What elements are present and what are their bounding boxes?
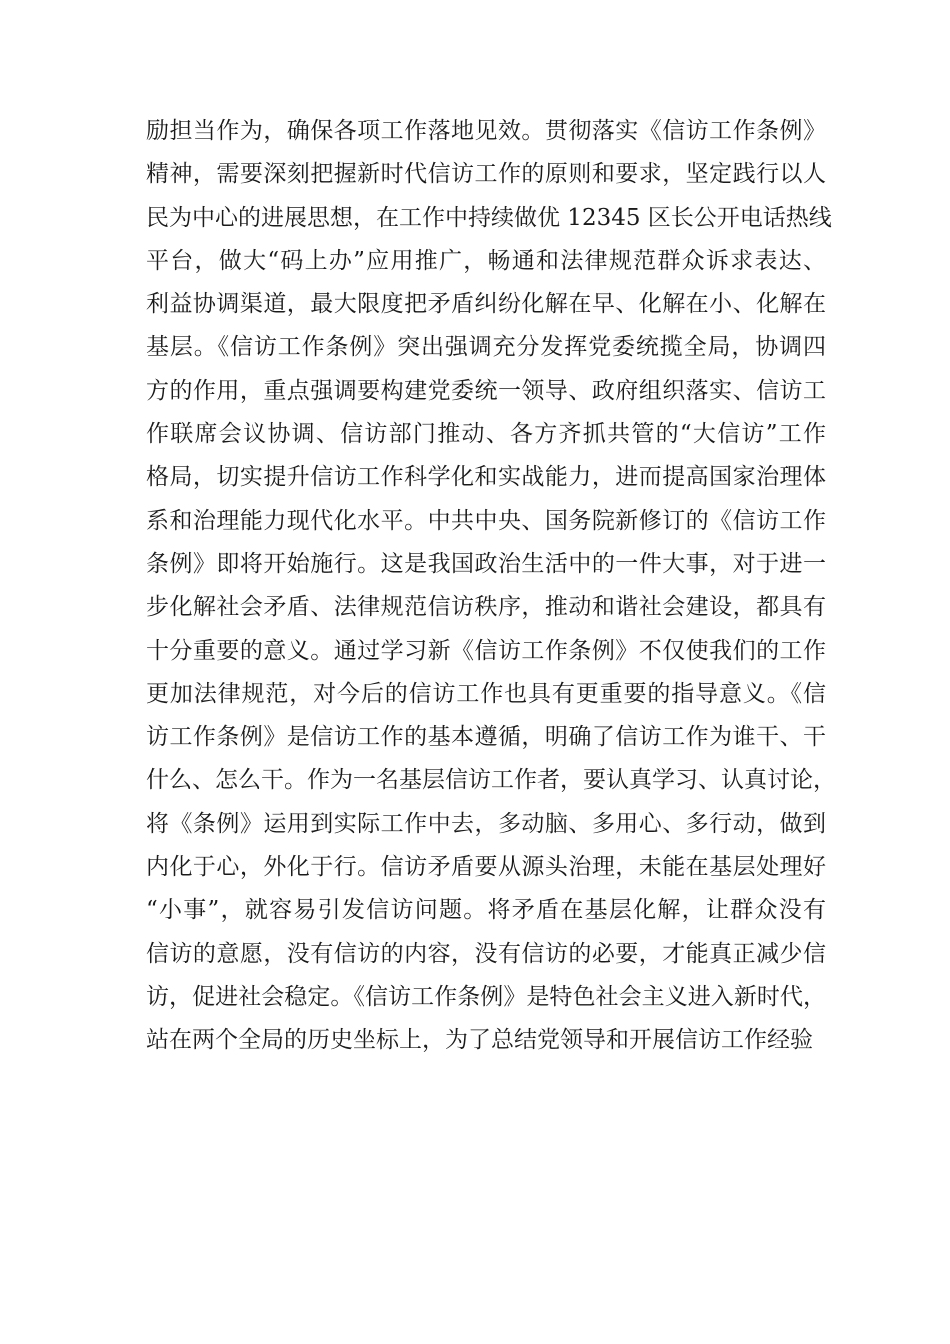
text-line: 将《条例》运用到实际工作中去，多动脑、多用心、多行动，做到 <box>146 810 826 837</box>
text-line: 民为中心的进展思想，在工作中持续做优 12345 区长公开电话热线 <box>146 204 832 231</box>
text-line: 十分重要的意义。通过学习新《信访工作条例》不仅使我们的工作 <box>146 637 826 664</box>
text-line: 信访的意愿，没有信访的内容，没有信访的必要，才能真正减少信 <box>146 940 826 967</box>
text-line: 内化于心，外化于行。信访矛盾要从源头治理，未能在基层处理好 <box>146 854 826 881</box>
body-text <box>146 110 836 1063</box>
text-line: 条例》即将开始施行。这是我国政治生活中的一件大事，对于进一 <box>146 550 826 577</box>
text-line: 访工作条例》是信访工作的基本遵循，明确了信访工作为谁干、干 <box>146 724 826 751</box>
text-line: 利益协调渠道，最大限度把矛盾纠纷化解在早、化解在小、化解在 <box>146 291 826 318</box>
text-line: 访，促进社会稳定。《信访工作条例》是特色社会主义进入新时代， <box>146 983 826 1010</box>
text-line: 基层。《信访工作条例》突出强调充分发挥党委统揽全局，协调四 <box>146 334 826 361</box>
text-line: 精神，需要深刻把握新时代信访工作的原则和要求，坚定践行以人 <box>146 161 826 188</box>
text-line: 作联席会议协调、信访部门推动、各方齐抓共管的“大信访”工作 <box>146 421 826 448</box>
text-line: 系和治理能力现代化水平。中共中央、国务院新修订的《信访工作 <box>146 507 826 534</box>
text-line: “小事”，就容易引发信访问题。将矛盾在基层化解，让群众没有 <box>146 897 826 924</box>
text-line: 励担当作为，确保各项工作落地见效。贯彻落实《信访工作条例》 <box>146 118 826 144</box>
text-line: 格局，切实提升信访工作科学化和实战能力，进而提高国家治理体 <box>146 464 826 491</box>
text-line: 什么、怎么干。作为一名基层信访工作者，要认真学习、认真讨论， <box>146 767 836 794</box>
text-line: 方的作用，重点强调要构建党委统一领导、政府组织落实、信访工 <box>146 377 826 404</box>
text-line: 步化解社会矛盾、法律规范信访秩序，推动和谐社会建设，都具有 <box>146 594 826 621</box>
text-line: 更加法律规范，对今后的信访工作也具有更重要的指导意义。《信 <box>146 680 826 707</box>
text-line: 站在两个全局的历史坐标上，为了总结党领导和开展信访工作经验 <box>146 1027 813 1054</box>
text-line: 平台，做大“码上办”应用推广，畅通和法律规范群众诉求表达、 <box>146 247 826 274</box>
